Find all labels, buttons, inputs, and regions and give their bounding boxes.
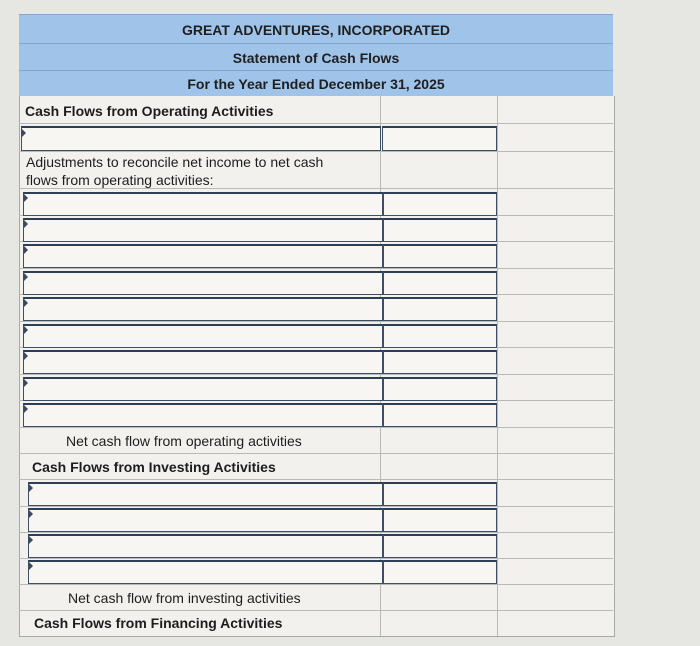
adjustment-amount-input[interactable] <box>383 297 497 321</box>
investing-amount-input[interactable] <box>383 534 497 558</box>
investing-activities-heading: Cash Flows from Investing Activities <box>32 459 276 475</box>
investing-label-input[interactable] <box>28 482 383 506</box>
row-marker-icon <box>24 326 28 334</box>
adjustment-label-input[interactable] <box>23 218 383 242</box>
adjustment-amount-input[interactable] <box>383 192 497 216</box>
row-line <box>19 374 613 375</box>
row-line <box>19 506 613 507</box>
row-marker-icon <box>24 379 28 387</box>
row-line <box>19 453 613 454</box>
company-name-header <box>19 14 613 44</box>
statement-title-text: Statement of Cash Flows <box>232 50 400 66</box>
adjustments-label-line2: flows from operating activities: <box>26 172 214 188</box>
row-line <box>19 123 613 124</box>
adjustment-label-input[interactable] <box>23 297 383 321</box>
adjustment-label-input[interactable] <box>23 324 383 348</box>
company-name-text: GREAT ADVENTURES, INCORPORATED <box>181 22 451 38</box>
investing-label-input[interactable] <box>28 534 383 558</box>
row-marker-icon <box>24 246 28 254</box>
column-divider-2 <box>497 96 498 636</box>
row-marker-icon <box>29 536 33 544</box>
adjustment-label-input[interactable] <box>23 271 383 295</box>
adjustment-label-input[interactable] <box>23 350 383 374</box>
row-marker-icon <box>29 510 33 518</box>
row-marker-icon <box>24 194 28 202</box>
net-operating-label: Net cash flow from operating activities <box>66 433 302 449</box>
net-income-amount-input[interactable] <box>382 126 497 151</box>
net-income-label-input[interactable] <box>21 126 381 151</box>
investing-amount-input[interactable] <box>383 560 497 584</box>
row-marker-icon <box>29 484 33 492</box>
row-line <box>19 479 613 480</box>
financing-activities-heading: Cash Flows from Financing Activities <box>34 615 283 631</box>
investing-label-input[interactable] <box>28 560 383 584</box>
adjustment-label-input[interactable] <box>23 244 383 268</box>
investing-amount-input[interactable] <box>383 482 497 506</box>
statement-title-header <box>19 43 613 71</box>
adjustment-amount-input[interactable] <box>383 377 497 401</box>
operating-activities-heading: Cash Flows from Operating Activities <box>25 103 274 119</box>
row-line <box>19 610 613 611</box>
adjustment-amount-input[interactable] <box>383 324 497 348</box>
adjustment-amount-input[interactable] <box>383 244 497 268</box>
row-marker-icon <box>29 562 33 570</box>
row-marker-icon <box>24 352 28 360</box>
adjustment-amount-input[interactable] <box>383 350 497 374</box>
row-line <box>19 558 613 559</box>
adjustment-amount-input[interactable] <box>383 403 497 427</box>
adjustment-label-input[interactable] <box>23 377 383 401</box>
row-line <box>19 268 613 269</box>
period-header <box>19 70 613 97</box>
adjustment-amount-input[interactable] <box>383 218 497 242</box>
row-line <box>19 188 613 189</box>
row-line <box>19 151 613 152</box>
row-marker-icon <box>24 273 28 281</box>
row-marker-icon <box>24 299 28 307</box>
period-text: For the Year Ended December 31, 2025 <box>187 76 445 92</box>
row-line <box>19 584 613 585</box>
row-line <box>19 427 613 428</box>
row-marker-icon <box>24 405 28 413</box>
row-marker-icon <box>24 220 28 228</box>
row-marker-icon <box>22 129 26 137</box>
row-line <box>19 321 613 322</box>
row-line <box>19 532 613 533</box>
adjustment-amount-input[interactable] <box>383 271 497 295</box>
investing-amount-input[interactable] <box>383 508 497 532</box>
adjustments-label-line1: Adjustments to reconcile net income to net cash <box>26 154 324 170</box>
adjustment-label-input[interactable] <box>23 403 383 427</box>
net-investing-label: Net cash flow from investing activities <box>68 590 301 606</box>
investing-label-input[interactable] <box>28 508 383 532</box>
adjustment-label-input[interactable] <box>23 192 383 216</box>
